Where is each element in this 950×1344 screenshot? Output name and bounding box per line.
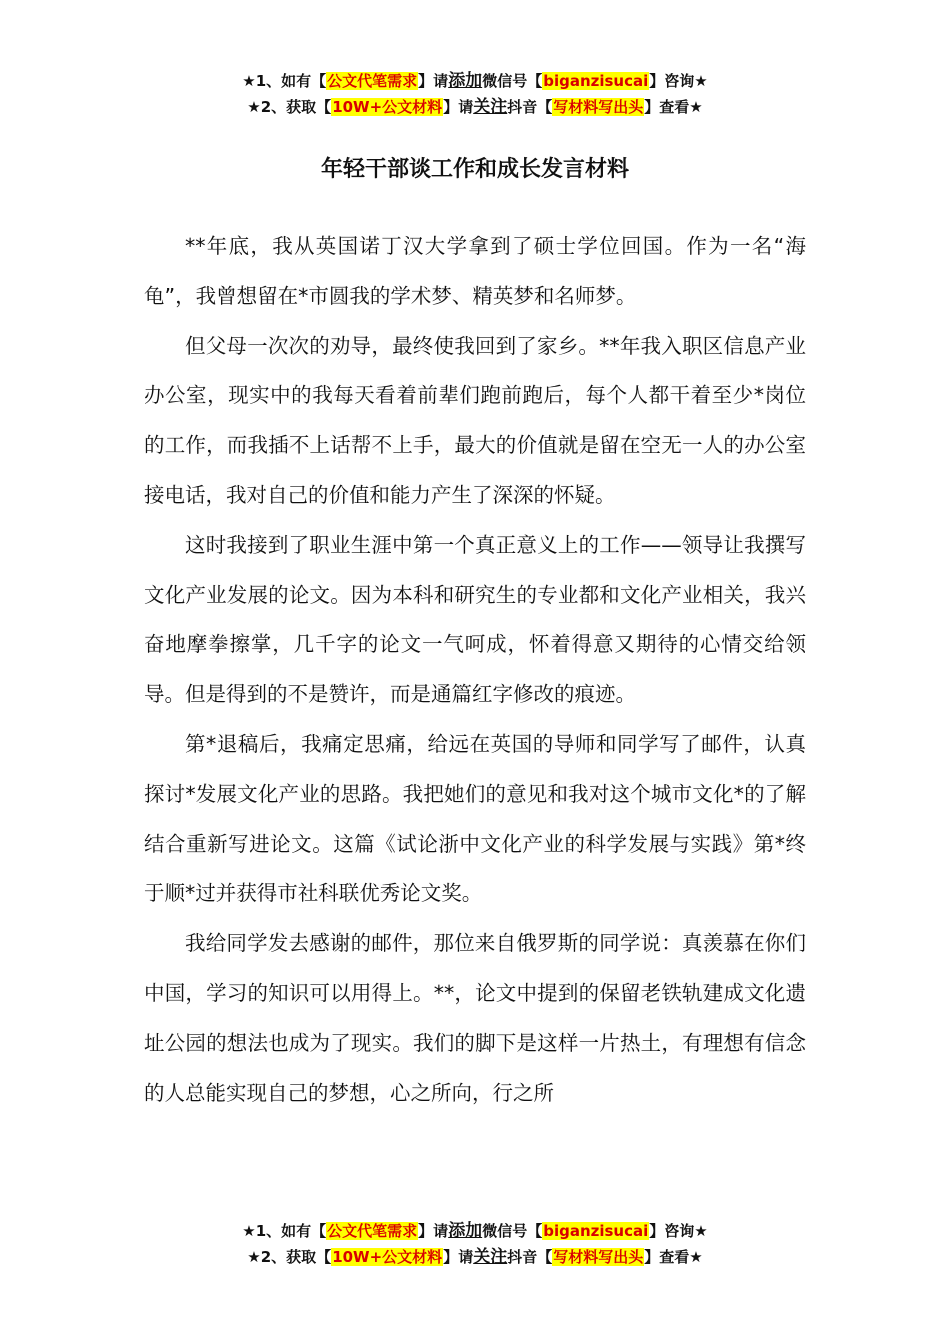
document-body xyxy=(144,222,806,1118)
banner-highlight: 写材料写出头 xyxy=(553,98,644,116)
banner-line-2 xyxy=(0,94,950,120)
banner-text: 】请 xyxy=(443,1248,474,1266)
body-paragraph: 这时我接到了职业生涯中第一个真正意义上的工作——领导让我撰写文化产业发展的论文。因为本科和研究生的专业都和文化产业相关，我兴奋地摩拳擦掌，几千字的论文一气呵成，怀着得意又期待的心情交给领导。但是得到的不是赞许，而是通篇红字修改的痕迹。 xyxy=(144,532,806,707)
banner-text: 微信号【 xyxy=(482,1222,543,1240)
banner-underlined-text: 关注 xyxy=(473,1247,508,1267)
banner-text: 】咨询★ xyxy=(649,1222,708,1240)
banner-highlight: 写材料写出头 xyxy=(553,1248,644,1266)
banner-underlined-text: 添加 xyxy=(448,71,483,91)
document-title: 年轻干部谈工作和成长发言材料 xyxy=(320,157,629,182)
body-paragraph: **年底，我从英国诺丁汉大学拿到了硕士学位回国。作为一名“海龟”，我曾想留在*市圆我的学术梦、精英梦和名师梦。 xyxy=(144,234,806,308)
banner-text: 抖音【 xyxy=(507,1248,553,1266)
banner-text: 微信号【 xyxy=(482,72,543,90)
banner-text: 】查看★ xyxy=(644,98,703,116)
banner-text: 】查看★ xyxy=(644,1248,703,1266)
header-banner xyxy=(0,68,950,120)
banner-text: 】请 xyxy=(443,98,474,116)
banner-underlined-text: 添加 xyxy=(448,1221,483,1241)
body-paragraph: 第*退稿后，我痛定思痛，给远在英国的导师和同学写了邮件，认真探讨*发展文化产业的思路。我把她们的意见和我对这个城市文化*的了解结合重新写进论文。这篇《试论浙中文化产业的科学发展与实践》第*终于顺*过并获得市社科联优秀论文奖。 xyxy=(144,731,806,906)
banner-text: ★2、获取【 xyxy=(247,1248,332,1266)
banner-highlight: biganzisucai xyxy=(543,1222,649,1240)
banner-highlight: 10W+公文材料 xyxy=(332,98,443,116)
banner-text: 抖音【 xyxy=(507,98,553,116)
banner-text: ★2、获取【 xyxy=(247,98,332,116)
banner-underlined-text: 关注 xyxy=(473,97,508,117)
body-paragraph: 但父母一次次的劝导，最终使我回到了家乡。**年我入职区信息产业办公室，现实中的我每天看着前辈们跑前跑后，每个人都干着至少*岗位的工作，而我插不上话帮不上手，最大的价值就是留在空无一人的办公室接电话，我对自己的价值和能力产生了深深的怀疑。 xyxy=(144,333,806,507)
banner-line-1 xyxy=(0,68,950,94)
banner-line-2 xyxy=(0,1244,950,1270)
banner-text: 】请 xyxy=(418,1222,449,1240)
banner-text: 】请 xyxy=(418,72,449,90)
banner-highlight: 公文代笔需求 xyxy=(327,1222,418,1240)
footer-banner xyxy=(0,1218,950,1270)
banner-line-1 xyxy=(0,1218,950,1244)
banner-text: 】咨询★ xyxy=(649,72,708,90)
banner-highlight: 公文代笔需求 xyxy=(327,72,418,90)
banner-text: ★1、如有【 xyxy=(242,72,327,90)
banner-highlight: biganzisucai xyxy=(543,72,649,90)
banner-text: ★1、如有【 xyxy=(242,1222,327,1240)
body-paragraph: 我给同学发去感谢的邮件，那位来自俄罗斯的同学说：真羡慕在你们中国，学习的知识可以用得上。**，论文中提到的保留老铁轨建成文化遗址公园的想法也成为了现实。我们的脚下是这样一片热土，有理想有信念的人总能实现自己的梦想，心之所向，行之所 xyxy=(144,931,806,1105)
banner-highlight: 10W+公文材料 xyxy=(332,1248,443,1266)
